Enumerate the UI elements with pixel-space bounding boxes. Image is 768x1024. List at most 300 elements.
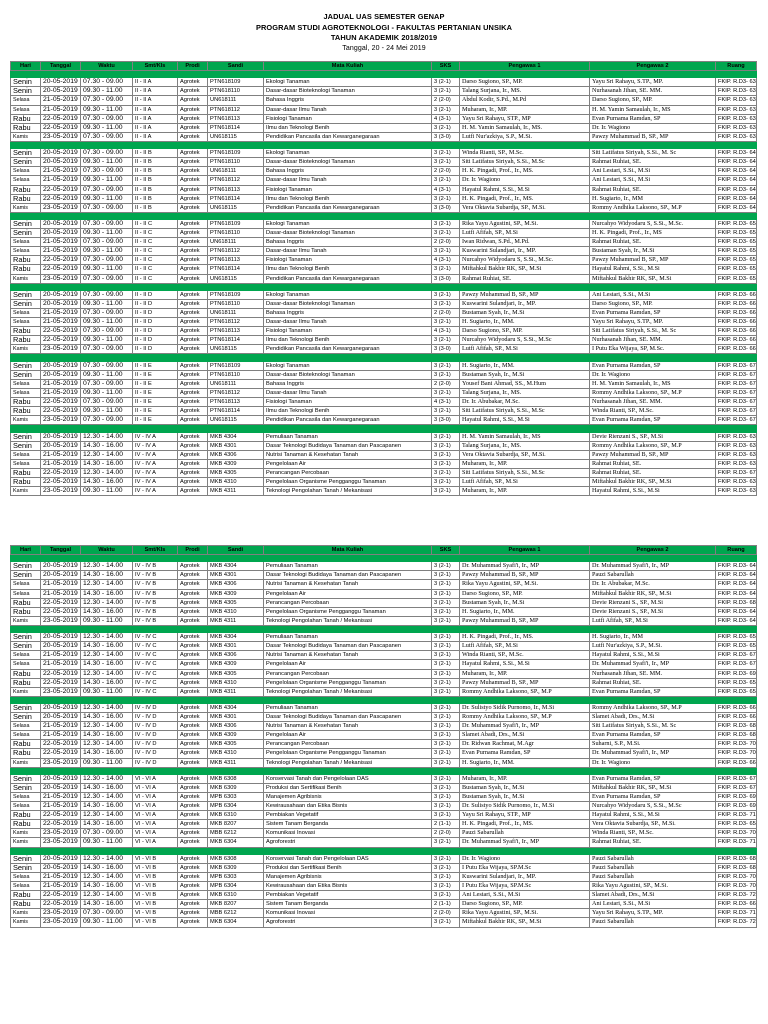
cell-proctor-1: Kuswarini Sulandjari, Ir., MP. xyxy=(460,299,590,308)
cell-course-code: MKB 4309 xyxy=(208,589,264,598)
cell-study-program: Agrotek xyxy=(178,900,208,909)
cell-credits: 3 (3-0) xyxy=(432,274,460,283)
cell-course-name: Manajemen Agribisnis xyxy=(264,793,432,802)
cell-room: FKIP. R.D3- 66 xyxy=(716,336,757,345)
cell-date: 20-05-2019 xyxy=(41,299,81,308)
cell-date: 22-05-2019 xyxy=(41,336,81,345)
cell-course-name: Dasar Teknologi Budidaya Tanaman dan Pascapanen xyxy=(264,642,432,651)
cell-proctor-1: I Putu Eka Wijaya, SP.M.Sc xyxy=(460,863,590,872)
cell-time: 14.30 - 16.00 xyxy=(81,607,133,616)
cell-proctor-1: H. K. Pingadi, Prof., Ir., MS. xyxy=(460,820,590,829)
cell-day: Senin xyxy=(11,854,41,863)
table-row xyxy=(11,802,757,811)
table-row xyxy=(11,477,757,486)
cell-study-program: Agrotek xyxy=(178,468,208,477)
cell-semester-class: VI - VI A xyxy=(133,774,178,783)
separator-bar xyxy=(11,847,757,854)
cell-semester-class: II - II E xyxy=(133,361,178,370)
cell-proctor-2: Devie Rienzani S., SP., M.Si xyxy=(590,607,716,616)
column-header-course-code: Sandi xyxy=(208,62,264,71)
cell-date: 20-05-2019 xyxy=(41,703,81,712)
cell-proctor-1: H. K. Pingadi, Prof., Ir., MS. xyxy=(460,194,590,203)
cell-day: Senin xyxy=(11,78,41,87)
column-header-proctor-2: Pengawas 2 xyxy=(590,62,716,71)
cell-time: 14.30 - 16.00 xyxy=(81,731,133,740)
cell-proctor-1: Winda Rianti, SP., M.Sc. xyxy=(460,651,590,660)
cell-room: FKIP. R.D3- 63 xyxy=(716,450,757,459)
cell-credits: 3 (2-1) xyxy=(432,87,460,96)
cell-room: FKIP. R.D3- 65 xyxy=(716,219,757,228)
cell-study-program: Agrotek xyxy=(178,749,208,758)
cell-credits: 3 (2-1) xyxy=(432,318,460,327)
table-row xyxy=(11,459,757,468)
cell-date: 22-05-2019 xyxy=(41,900,81,909)
cell-proctor-1: Muharam, Ir., MP. xyxy=(460,105,590,114)
cell-credits: 2 (2-0) xyxy=(432,909,460,918)
cell-proctor-2: H. Sugiarto, Ir., MM xyxy=(590,194,716,203)
cell-date: 20-05-2019 xyxy=(41,229,81,238)
cell-course-name: Konservasi Tanah dan Pengelolaan DAS xyxy=(264,854,432,863)
table-row xyxy=(11,345,757,354)
cell-study-program: Agrotek xyxy=(178,96,208,105)
cell-study-program: Agrotek xyxy=(178,370,208,379)
cell-course-name: Pengelolaan Organisme Pengganggu Tanaman xyxy=(264,477,432,486)
cell-room: FKIP. R.D3- 64 xyxy=(716,185,757,194)
cell-credits: 3 (2-1) xyxy=(432,78,460,87)
cell-time: 07.30 - 09.00 xyxy=(81,909,133,918)
cell-day: Senin xyxy=(11,633,41,642)
table-row xyxy=(11,740,757,749)
cell-course-code: PTN618114 xyxy=(208,194,264,203)
cell-day: Rabu xyxy=(11,327,41,336)
cell-semester-class: II - II D xyxy=(133,318,178,327)
cell-study-program: Agrotek xyxy=(178,909,208,918)
cell-semester-class: II - II D xyxy=(133,345,178,354)
table-row xyxy=(11,256,757,265)
column-header-day: Hari xyxy=(11,546,41,555)
cell-course-name: Bahasa Inggris xyxy=(264,96,432,105)
cell-course-code: MBB 6212 xyxy=(208,909,264,918)
column-header-credits: SKS xyxy=(432,62,460,71)
cell-date: 23-05-2019 xyxy=(41,274,81,283)
cell-course-code: MKB 4301 xyxy=(208,713,264,722)
cell-proctor-2: Evan Purnama Ramdan, SP xyxy=(590,309,716,318)
cell-proctor-2: Rommy Andhika Laksono, SP., M.P xyxy=(590,703,716,712)
cell-course-code: PTN618113 xyxy=(208,398,264,407)
cell-study-program: Agrotek xyxy=(178,687,208,696)
cell-semester-class: VI - VI A xyxy=(133,820,178,829)
cell-semester-class: II - II D xyxy=(133,327,178,336)
cell-study-program: Agrotek xyxy=(178,407,208,416)
cell-time: 09.30 - 11.00 xyxy=(81,758,133,767)
table-row xyxy=(11,678,757,687)
cell-time: 09.30 - 11.00 xyxy=(81,247,133,256)
cell-semester-class: IV - IV C xyxy=(133,678,178,687)
table-row xyxy=(11,274,757,283)
cell-credits: 3 (3-0) xyxy=(432,203,460,212)
cell-credits: 3 (2-1) xyxy=(432,863,460,872)
cell-credits: 3 (2-1) xyxy=(432,854,460,863)
cell-day: Rabu xyxy=(11,407,41,416)
cell-course-name: Fisiologi Tanaman xyxy=(264,185,432,194)
cell-time: 14.30 - 16.00 xyxy=(81,642,133,651)
cell-day: Kamis xyxy=(11,274,41,283)
schedule-body-bottom xyxy=(11,555,757,927)
cell-credits: 3 (2-1) xyxy=(432,441,460,450)
cell-date: 22-05-2019 xyxy=(41,891,81,900)
cell-proctor-2: Nurhasanah Jihan, SE. MM. xyxy=(590,669,716,678)
table-row xyxy=(11,487,757,496)
cell-course-name: Komunikasi Inovasi xyxy=(264,909,432,918)
cell-day: Senin xyxy=(11,158,41,167)
cell-course-name: Dasar-dasar Ilmu Tanah xyxy=(264,247,432,256)
cell-proctor-2: Rahmat Ruhiat, SE. xyxy=(590,459,716,468)
cell-room: FKIP. R.D3- 66 xyxy=(716,345,757,354)
cell-study-program: Agrotek xyxy=(178,722,208,731)
cell-study-program: Agrotek xyxy=(178,571,208,580)
cell-semester-class: IV - IV D xyxy=(133,731,178,740)
cell-proctor-2: Winda Rianti, SP., M.Sc. xyxy=(590,407,716,416)
cell-proctor-2: Slamet Abadi, Drs., M.Si xyxy=(590,713,716,722)
cell-credits: 2 (2-0) xyxy=(432,238,460,247)
cell-study-program: Agrotek xyxy=(178,336,208,345)
cell-date: 23-05-2019 xyxy=(41,909,81,918)
table-row xyxy=(11,370,757,379)
table-row xyxy=(11,167,757,176)
table-row xyxy=(11,909,757,918)
cell-date: 23-05-2019 xyxy=(41,758,81,767)
cell-day: Rabu xyxy=(11,678,41,687)
cell-time: 07.30 - 09.00 xyxy=(81,238,133,247)
cell-day: Senin xyxy=(11,229,41,238)
separator-bar xyxy=(11,71,757,78)
table-row xyxy=(11,219,757,228)
cell-proctor-1: Nurcahyo Widyodaru S, S.Si., M.Sc. xyxy=(460,256,590,265)
cell-course-name: Dasar-dasar Bioteknologi Tanaman xyxy=(264,299,432,308)
cell-credits: 3 (2-1) xyxy=(432,918,460,927)
cell-room: FKIP. R.D3- 70 xyxy=(716,749,757,758)
table-row xyxy=(11,900,757,909)
cell-study-program: Agrotek xyxy=(178,731,208,740)
cell-course-code: MKB 4306 xyxy=(208,722,264,731)
cell-semester-class: VI - VI A xyxy=(133,793,178,802)
cell-room: FKIP. R.D3- 65 xyxy=(716,265,757,274)
cell-day: Kamis xyxy=(11,838,41,847)
cell-semester-class: IV - IV C xyxy=(133,687,178,696)
cell-course-code: MKB 6308 xyxy=(208,854,264,863)
cell-room: FKIP. R.D3- 63 xyxy=(716,432,757,441)
table-row xyxy=(11,132,757,141)
cell-day: Selasa xyxy=(11,793,41,802)
table-header-row xyxy=(11,546,757,555)
schedule-table-bottom xyxy=(10,545,757,928)
cell-course-code: UN618111 xyxy=(208,238,264,247)
cell-study-program: Agrotek xyxy=(178,793,208,802)
cell-course-code: PTN618110 xyxy=(208,299,264,308)
table-row xyxy=(11,758,757,767)
table-row xyxy=(11,96,757,105)
cell-date: 21-05-2019 xyxy=(41,882,81,891)
cell-course-code: UN618115 xyxy=(208,345,264,354)
column-header-room: Ruang xyxy=(716,546,757,555)
cell-proctor-2: H. Sugiarto, Ir., MM xyxy=(590,633,716,642)
table-row xyxy=(11,642,757,651)
cell-proctor-2: Siti Latifatus Siriyah, S.Si., M. Sc xyxy=(590,149,716,158)
column-header-credits: SKS xyxy=(432,546,460,555)
cell-time: 09.30 - 11.00 xyxy=(81,87,133,96)
cell-proctor-1: Darso Sugiono, SP., MP. xyxy=(460,327,590,336)
cell-time: 09.30 - 11.00 xyxy=(81,299,133,308)
table-row xyxy=(11,829,757,838)
cell-study-program: Agrotek xyxy=(178,598,208,607)
cell-day: Rabu xyxy=(11,265,41,274)
cell-semester-class: II - II D xyxy=(133,336,178,345)
cell-semester-class: IV - IV D xyxy=(133,722,178,731)
cell-study-program: Agrotek xyxy=(178,783,208,792)
cell-time: 09.30 - 11.00 xyxy=(81,388,133,397)
cell-date: 21-05-2019 xyxy=(41,388,81,397)
cell-credits: 4 (3-1) xyxy=(432,185,460,194)
cell-course-name: Nutrisi Tanaman & Kesehatan Tanah xyxy=(264,651,432,660)
cell-course-name: Ilmu dan Teknologi Benih xyxy=(264,407,432,416)
cell-proctor-1: Talang Surjana, Ir., MS. xyxy=(460,388,590,397)
cell-semester-class: IV - IV C xyxy=(133,642,178,651)
cell-credits: 3 (2-1) xyxy=(432,669,460,678)
cell-credits: 3 (2-1) xyxy=(432,838,460,847)
cell-proctor-2: Dr. Muhammad Syafi'i, Ir., MP xyxy=(590,562,716,571)
table-row xyxy=(11,783,757,792)
cell-date: 20-05-2019 xyxy=(41,713,81,722)
cell-semester-class: II - II C xyxy=(133,256,178,265)
cell-proctor-1: Ani Lestari, S.Si., M.Si xyxy=(460,891,590,900)
cell-time: 09.30 - 11.00 xyxy=(81,194,133,203)
table-row xyxy=(11,361,757,370)
cell-course-code: MKB 4311 xyxy=(208,687,264,696)
cell-study-program: Agrotek xyxy=(178,416,208,425)
cell-course-name: Pendidikan Pancasila dan Kewarganegaraan xyxy=(264,203,432,212)
cell-course-code: UN618111 xyxy=(208,379,264,388)
table-row xyxy=(11,468,757,477)
cell-date: 20-05-2019 xyxy=(41,361,81,370)
cell-credits: 3 (2-1) xyxy=(432,891,460,900)
cell-day: Kamis xyxy=(11,416,41,425)
header-date-range: Tanggal, 20 - 24 Mei 2019 xyxy=(342,44,426,52)
table-row xyxy=(11,149,757,158)
cell-course-name: Fisiologi Tanaman xyxy=(264,256,432,265)
cell-room: FKIP. R.D3- 64 xyxy=(716,571,757,580)
cell-study-program: Agrotek xyxy=(178,105,208,114)
cell-course-name: Nutrisi Tanaman & Kesehatan Tanah xyxy=(264,580,432,589)
cell-semester-class: IV - IV B xyxy=(133,589,178,598)
cell-course-code: MKB 4305 xyxy=(208,598,264,607)
cell-semester-class: IV - IV B xyxy=(133,562,178,571)
cell-room: FKIP. R.D3- 70 xyxy=(716,872,757,881)
cell-credits: 4 (3-1) xyxy=(432,327,460,336)
cell-course-name: Pembiakan Vegetatif xyxy=(264,891,432,900)
table-row xyxy=(11,441,757,450)
cell-room: FKIP. R.D3- 64 xyxy=(716,562,757,571)
cell-room: FKIP. R.D3- 65 xyxy=(716,229,757,238)
cell-course-code: MPB 6304 xyxy=(208,802,264,811)
cell-semester-class: II - II D xyxy=(133,290,178,299)
cell-credits: 2 (1-1) xyxy=(432,820,460,829)
table-row xyxy=(11,416,757,425)
cell-credits: 3 (2-1) xyxy=(432,687,460,696)
cell-course-code: PTN618109 xyxy=(208,290,264,299)
cell-day: Senin xyxy=(11,774,41,783)
cell-date: 22-05-2019 xyxy=(41,185,81,194)
cell-room: FKIP. R.D3- 64 xyxy=(716,167,757,176)
table-row xyxy=(11,318,757,327)
cell-date: 23-05-2019 xyxy=(41,829,81,838)
cell-day: Senin xyxy=(11,361,41,370)
cell-study-program: Agrotek xyxy=(178,487,208,496)
cell-course-name: Fisiologi Tanaman xyxy=(264,398,432,407)
cell-room: FKIP. R.D3- 65 xyxy=(716,687,757,696)
column-header-proctor-1: Pengawas 1 xyxy=(460,546,590,555)
cell-room: FKIP. R.D3- 63 xyxy=(716,123,757,132)
cell-semester-class: VI - VI A xyxy=(133,783,178,792)
cell-proctor-2: Dr. Ir. Wagiono xyxy=(590,758,716,767)
cell-proctor-2: Nurhasanah Jihan, SE. MM. xyxy=(590,398,716,407)
cell-time: 09.30 - 11.00 xyxy=(81,123,133,132)
table-row xyxy=(11,660,757,669)
cell-credits: 4 (3-1) xyxy=(432,398,460,407)
cell-credits: 3 (2-1) xyxy=(432,432,460,441)
cell-date: 23-05-2019 xyxy=(41,203,81,212)
cell-date: 21-05-2019 xyxy=(41,379,81,388)
cell-proctor-1: H. K. Pingadi, Prof., Ir., MS. xyxy=(460,167,590,176)
cell-course-code: PTN618109 xyxy=(208,219,264,228)
cell-credits: 3 (2-1) xyxy=(432,149,460,158)
cell-time: 07.30 - 09.00 xyxy=(81,361,133,370)
cell-proctor-1: Kuswarini Sulandjari, Ir., MP. xyxy=(460,872,590,881)
cell-date: 20-05-2019 xyxy=(41,432,81,441)
cell-course-name: Nutrisi Tanaman & Kesehatan Tanah xyxy=(264,450,432,459)
cell-credits: 3 (2-1) xyxy=(432,105,460,114)
table-row xyxy=(11,105,757,114)
table-row xyxy=(11,123,757,132)
cell-credits: 3 (2-1) xyxy=(432,487,460,496)
cell-day: Selasa xyxy=(11,388,41,397)
cell-semester-class: IV - IV A xyxy=(133,477,178,486)
cell-course-code: PTN618110 xyxy=(208,87,264,96)
cell-room: FKIP. R.D3- 63 xyxy=(716,477,757,486)
cell-proctor-1: Muharam, Ir., MP. xyxy=(460,459,590,468)
cell-proctor-2: Darso Sugiono, SP., MP. xyxy=(590,96,716,105)
cell-study-program: Agrotek xyxy=(178,345,208,354)
table-row xyxy=(11,398,757,407)
cell-date: 21-05-2019 xyxy=(41,176,81,185)
cell-study-program: Agrotek xyxy=(178,740,208,749)
cell-proctor-1: Winda Rianti, SP., M.Sc. xyxy=(460,149,590,158)
cell-proctor-1: Evan Purnama Ramdan, SP xyxy=(460,749,590,758)
cell-day: Senin xyxy=(11,863,41,872)
cell-semester-class: VI - VI B xyxy=(133,882,178,891)
cell-room: FKIP. R.D3- 67 xyxy=(716,774,757,783)
cell-course-code: MKB 4310 xyxy=(208,678,264,687)
cell-time: 14.30 - 16.00 xyxy=(81,802,133,811)
cell-semester-class: II - II C xyxy=(133,238,178,247)
cell-semester-class: IV - IV D xyxy=(133,749,178,758)
cell-date: 20-05-2019 xyxy=(41,562,81,571)
cell-time: 14.30 - 16.00 xyxy=(81,783,133,792)
cell-study-program: Agrotek xyxy=(178,78,208,87)
cell-time: 09.30 - 11.00 xyxy=(81,318,133,327)
cell-credits: 2 (2-0) xyxy=(432,309,460,318)
cell-semester-class: II - II C xyxy=(133,219,178,228)
cell-day: Rabu xyxy=(11,749,41,758)
cell-time: 09.30 - 11.00 xyxy=(81,918,133,927)
cell-course-name: Ekologi Tanaman xyxy=(264,78,432,87)
cell-room: FKIP. R.D3- 65 xyxy=(716,678,757,687)
cell-time: 09.30 - 11.00 xyxy=(81,336,133,345)
cell-proctor-2: Pauzi Sabarullah xyxy=(590,872,716,881)
cell-proctor-1: H. Sugiarto, Ir., MM. xyxy=(460,361,590,370)
cell-room: FKIP. R.D3- 67 xyxy=(716,407,757,416)
cell-credits: 4 (3-1) xyxy=(432,256,460,265)
cell-course-name: Teknologi Pengolahan Tanah / Mekanisasi xyxy=(264,487,432,496)
cell-course-name: Bahasa Inggris xyxy=(264,238,432,247)
cell-day: Selasa xyxy=(11,379,41,388)
cell-credits: 3 (2-1) xyxy=(432,703,460,712)
cell-proctor-1: Pawzy Muhammad B, SP., MP xyxy=(460,678,590,687)
cell-day: Selasa xyxy=(11,731,41,740)
table-row xyxy=(11,78,757,87)
cell-time: 12.30 - 14.00 xyxy=(81,651,133,660)
cell-day: Selasa xyxy=(11,580,41,589)
cell-time: 07.30 - 09.00 xyxy=(81,96,133,105)
cell-semester-class: II - II A xyxy=(133,87,178,96)
cell-semester-class: II - II B xyxy=(133,176,178,185)
cell-room: FKIP. R.D3- 64 xyxy=(716,176,757,185)
cell-day: Kamis xyxy=(11,132,41,141)
group-separator xyxy=(11,71,757,78)
column-header-proctor-1: Pengawas 1 xyxy=(460,62,590,71)
cell-proctor-2: Rika Yayu Agustini, SP., M.Si. xyxy=(590,882,716,891)
cell-course-code: MKB 4305 xyxy=(208,468,264,477)
cell-credits: 3 (2-1) xyxy=(432,361,460,370)
cell-proctor-2: Darso Sugiono, SP., MP. xyxy=(590,299,716,308)
cell-proctor-1: Dr. Muhammad Syafi'i, Ir., MP xyxy=(460,722,590,731)
cell-room: FKIP. R.D3- 67 xyxy=(716,398,757,407)
cell-semester-class: VI - VI B xyxy=(133,891,178,900)
cell-time: 12.30 - 14.00 xyxy=(81,669,133,678)
cell-time: 07.30 - 09.00 xyxy=(81,185,133,194)
table-row xyxy=(11,229,757,238)
cell-day: Rabu xyxy=(11,336,41,345)
cell-proctor-2: Dr. Ir. Wagiono xyxy=(590,123,716,132)
cell-course-name: Dasar Teknologi Budidaya Tanaman dan Pascapanen xyxy=(264,571,432,580)
cell-course-name: Pengelolaan Air xyxy=(264,731,432,740)
cell-course-name: Komunikasi Inovasi xyxy=(264,829,432,838)
cell-course-code: MKB 4310 xyxy=(208,477,264,486)
cell-semester-class: IV - IV A xyxy=(133,459,178,468)
cell-proctor-2: Hayatul Rahmi, S.Si., M.Si xyxy=(590,265,716,274)
column-header-room: Ruang xyxy=(716,62,757,71)
header-title: JADUAL UAS SEMESTER GENAP xyxy=(323,12,445,21)
cell-course-name: Pengelolaan Air xyxy=(264,589,432,598)
cell-credits: 3 (2-1) xyxy=(432,247,460,256)
cell-credits: 3 (2-1) xyxy=(432,713,460,722)
cell-room: FKIP. R.D3- 68 xyxy=(716,598,757,607)
cell-time: 07.30 - 09.00 xyxy=(81,398,133,407)
cell-course-name: Dasar-dasar Ilmu Tanah xyxy=(264,176,432,185)
cell-room: FKIP. R.D3- 64 xyxy=(716,589,757,598)
cell-credits: 3 (2-1) xyxy=(432,336,460,345)
cell-date: 21-05-2019 xyxy=(41,872,81,881)
column-header-time: Waktu xyxy=(81,546,133,555)
